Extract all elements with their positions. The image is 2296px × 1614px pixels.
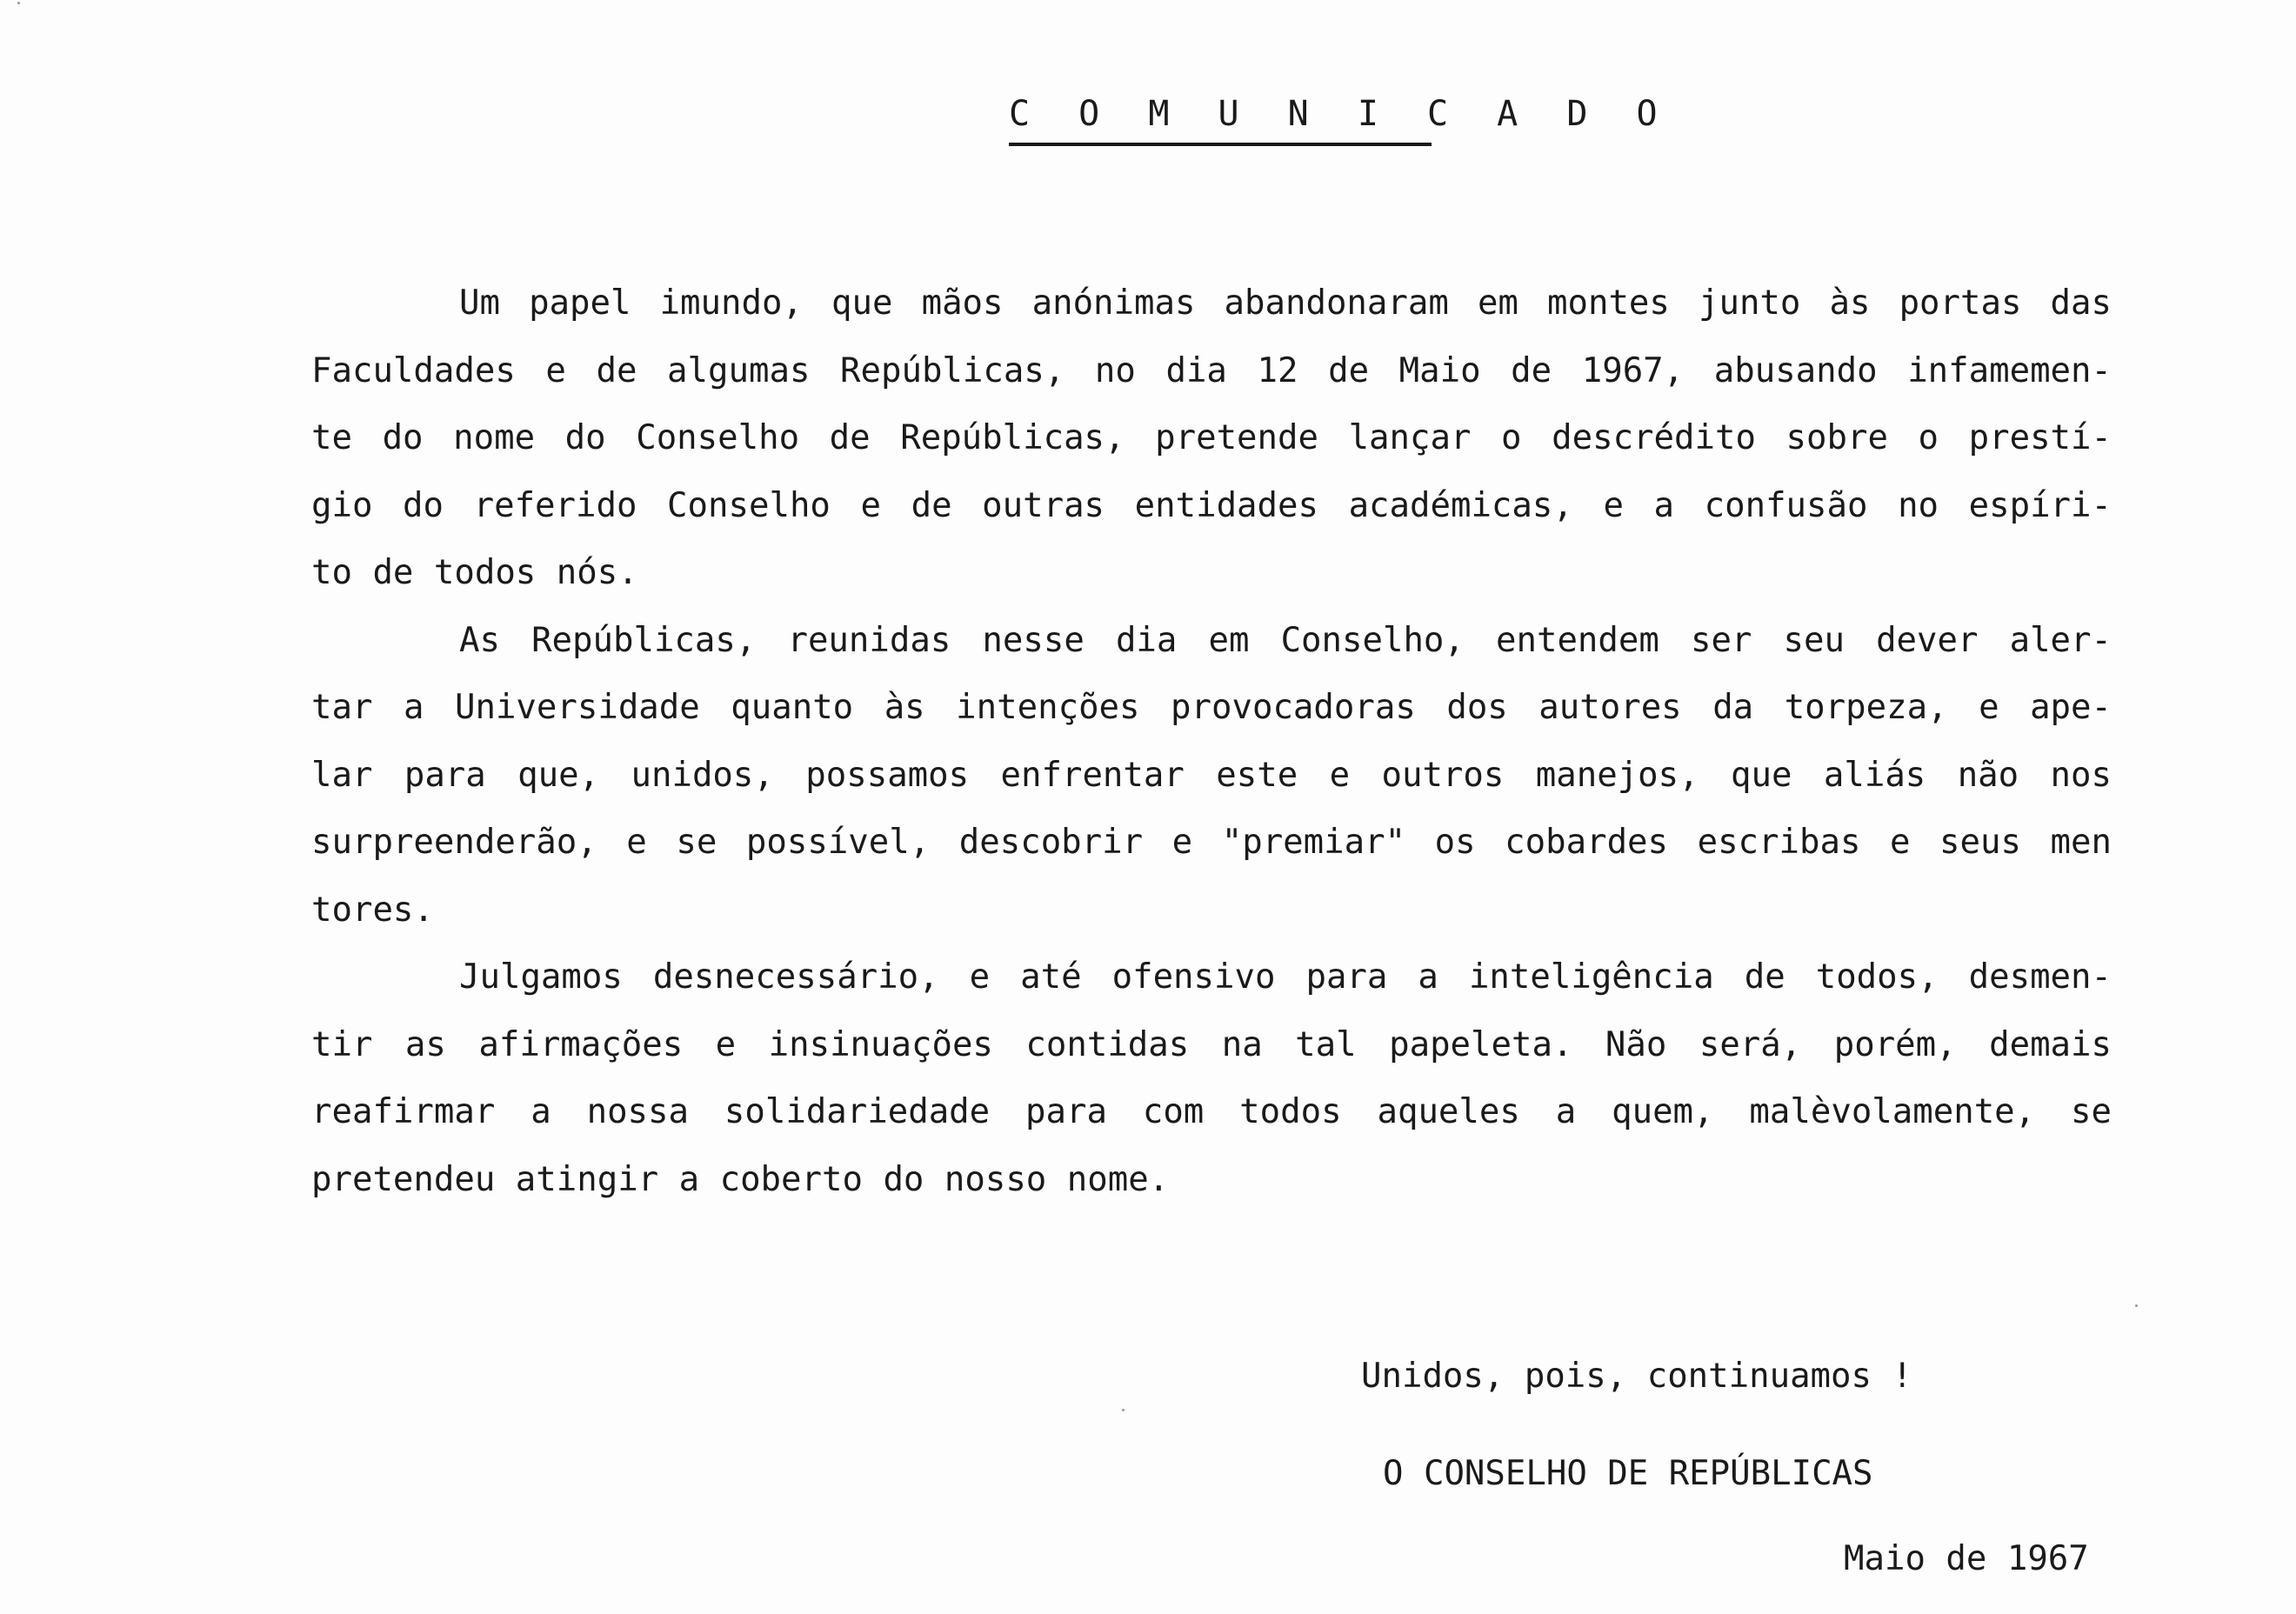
paragraph-3 (311, 944, 2112, 1213)
paragraph-line: surpreenderão, e se possível, descobrir e "premiar" os cobardes escribas e seus men (311, 823, 2112, 862)
paper-speck (2135, 1304, 2138, 1307)
paragraph-line: Julgamos desnecessário, e até ofensivo para a inteligência de todos, desmen- (459, 957, 2112, 997)
paragraph-line: tir as afirmações e insinuações contidas na tal papeleta. Não será, porém, demais (311, 1024, 2112, 1064)
document-title: C O M U N I C A D O (1009, 94, 1672, 134)
paragraph-line: Um papel imundo, que mãos anónimas abandonaram em montes junto às portas das (459, 283, 2112, 323)
paper-speck (1122, 1409, 1125, 1411)
paragraph-line: to de todos nós. (311, 553, 638, 592)
paragraph-line: lar para que, unidos, possamos enfrentar este e outros manejos, que aliás não nos (311, 755, 2112, 795)
title-underline (1009, 143, 1432, 146)
paragraph-line: pretendeu atingir a coberto do nosso nome. (311, 1159, 1170, 1199)
paper-speck (17, 2, 20, 4)
paragraph-line: te do nome do Conselho de Repúblicas, pretende lançar o descrédito sobre o prestí- (311, 418, 2112, 457)
paragraph-1 (311, 270, 2112, 607)
document-body (311, 270, 2112, 1213)
signature-line: O CONSELHO DE REPÚBLICAS (1383, 1454, 1873, 1493)
paragraph-line: tores. (311, 890, 434, 930)
paragraph-line: gio do referido Conselho e de outras entidades académicas, e a confusão no espíri- (311, 485, 2112, 525)
paragraph-2 (311, 607, 2112, 944)
closing-motto: Unidos, pois, continuamos ! (1361, 1357, 1912, 1396)
paragraph-line: Faculdades e de algumas Repúblicas, no dia 12 de Maio de 1967, abusando infamemen- (311, 350, 2112, 390)
paragraph-line: As Repúblicas, reunidas nesse dia em Conselho, entendem ser seu dever aler- (459, 620, 2112, 660)
document-date: Maio de 1967 (1844, 1539, 2089, 1578)
paragraph-line: tar a Universidade quanto às intenções provocadoras dos autores da torpeza, e ape- (311, 688, 2112, 727)
paragraph-line: reafirmar a nossa solidariedade para com todos aqueles a quem, malèvolamente, se (311, 1092, 2112, 1131)
